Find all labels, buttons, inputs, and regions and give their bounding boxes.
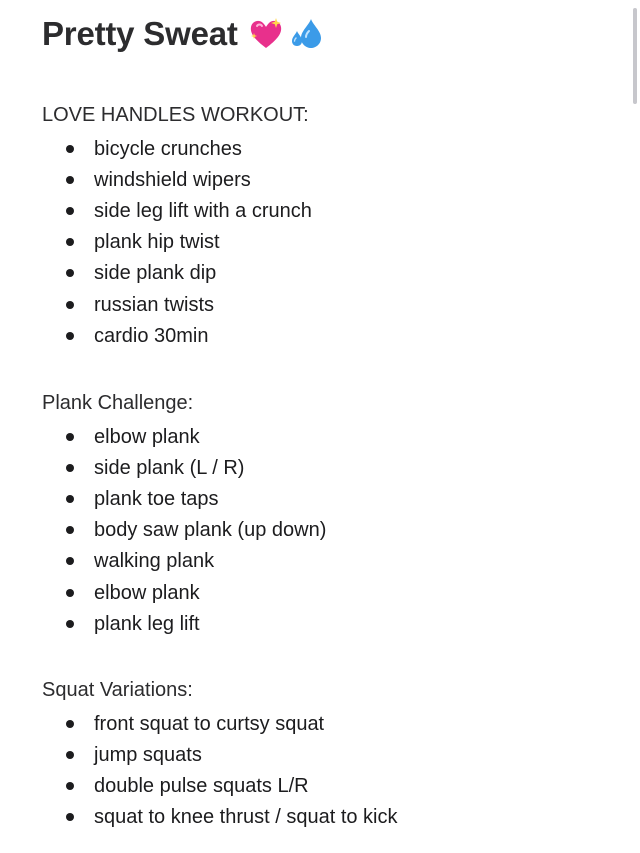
bullet-icon <box>66 782 74 790</box>
bullet-list <box>42 421 602 639</box>
list-item: double pulse squats L/R <box>42 770 602 801</box>
section-squat-variations <box>42 678 602 833</box>
list-item: jump squats <box>42 739 602 770</box>
list-item: cardio 30min <box>42 320 602 351</box>
bullet-icon <box>66 176 74 184</box>
list-item: front squat to curtsy squat <box>42 708 602 739</box>
note-title-row <box>42 12 324 56</box>
bullet-icon <box>66 751 74 759</box>
bullet-icon <box>66 589 74 597</box>
list-item: elbow plank <box>42 421 602 452</box>
list-item: body saw plank (up down) <box>42 515 602 546</box>
sparkling-heart-icon <box>248 17 284 51</box>
bullet-list <box>42 133 602 351</box>
list-item: plank hip twist <box>42 227 602 258</box>
bullet-list <box>42 708 602 833</box>
section-heading: LOVE HANDLES WORKOUT: <box>42 104 309 126</box>
bullet-icon <box>66 301 74 309</box>
list-item: side plank (L / R) <box>42 452 602 483</box>
scrollbar[interactable] <box>633 8 637 104</box>
list-item: bicycle crunches <box>42 133 602 164</box>
list-item: plank leg lift <box>42 608 602 639</box>
bullet-icon <box>66 620 74 628</box>
section-heading: Plank Challenge: <box>42 392 194 414</box>
bullet-icon <box>66 433 74 441</box>
section-heading: Squat Variations: <box>42 679 193 701</box>
bullet-icon <box>66 495 74 503</box>
bullet-icon <box>66 207 74 215</box>
list-item: side plank dip <box>42 258 602 289</box>
bullet-icon <box>66 813 74 821</box>
bullet-icon <box>66 526 74 534</box>
bullet-icon <box>66 145 74 153</box>
section-love-handles <box>42 103 602 351</box>
bullet-icon <box>66 720 74 728</box>
bullet-icon <box>66 332 74 340</box>
list-item: plank toe taps <box>42 483 602 514</box>
note-title: Pretty Sweat <box>42 15 238 52</box>
bullet-icon <box>66 238 74 246</box>
list-item: walking plank <box>42 546 602 577</box>
bullet-icon <box>66 557 74 565</box>
list-item: elbow plank <box>42 577 602 608</box>
list-item: squat to knee thrust / squat to kick <box>42 802 602 833</box>
list-item: russian twists <box>42 289 602 320</box>
bullet-icon <box>66 464 74 472</box>
bullet-icon <box>66 269 74 277</box>
section-plank-challenge <box>42 391 602 639</box>
list-item: side leg lift with a crunch <box>42 195 602 226</box>
sweat-droplets-icon <box>290 17 324 51</box>
list-item: windshield wipers <box>42 164 602 195</box>
